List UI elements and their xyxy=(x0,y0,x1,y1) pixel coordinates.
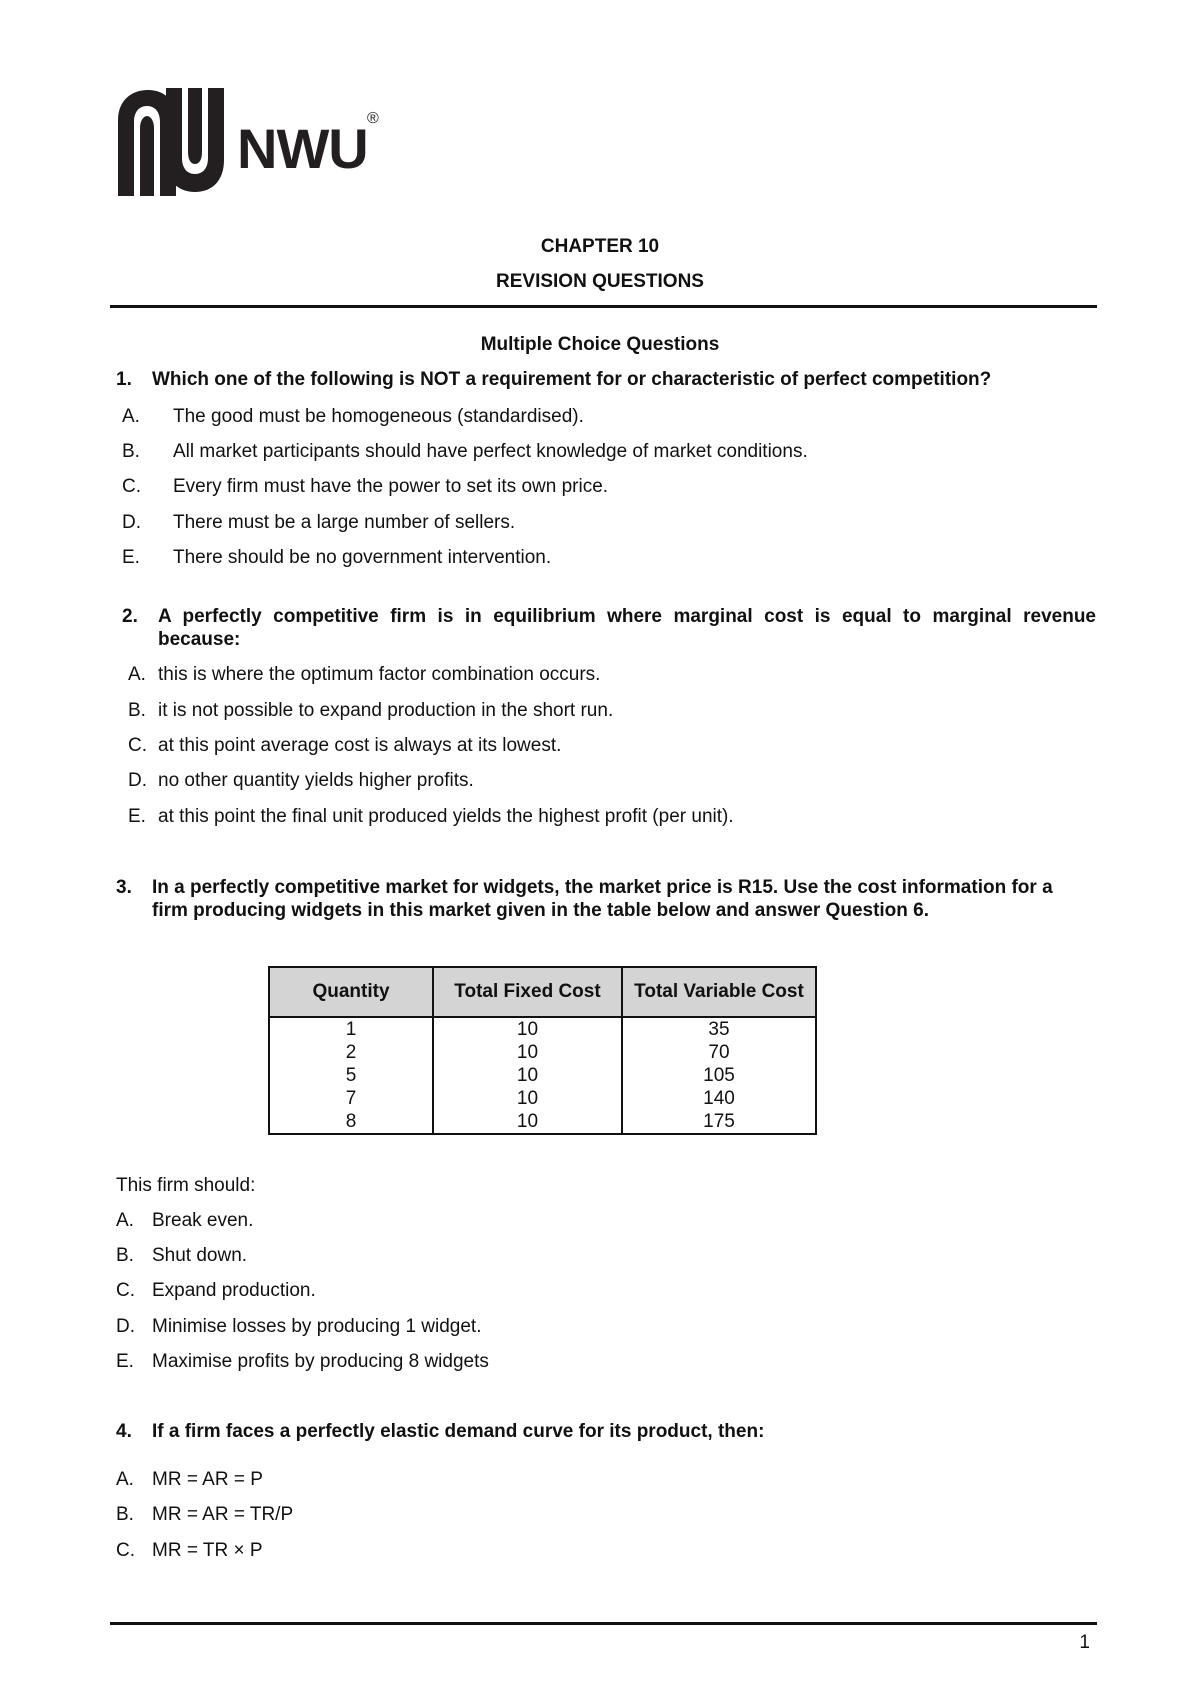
table-cell: 35 xyxy=(622,1017,816,1041)
option-letter: A. xyxy=(116,1469,134,1490)
option-text: There must be a large number of sellers. xyxy=(173,512,516,533)
column-header-total-fixed-cost: Total Fixed Cost xyxy=(433,967,622,1017)
question-number: 3. xyxy=(116,877,132,898)
table-row xyxy=(269,1064,816,1087)
option-text: at this point average cost is always at its lowest. xyxy=(158,735,562,756)
question-text: If a firm faces a perfectly elastic demand curve for its product, then: xyxy=(152,1421,765,1442)
table-cell: 10 xyxy=(433,1087,622,1110)
table-row xyxy=(269,1087,816,1110)
option-letter: B. xyxy=(116,1504,134,1525)
table-header-row xyxy=(269,967,816,1017)
table-cell: 10 xyxy=(433,1041,622,1064)
table-cell: 2 xyxy=(269,1041,433,1064)
table-cell: 7 xyxy=(269,1087,433,1110)
table-cell: 1 xyxy=(269,1017,433,1041)
option-letter: C. xyxy=(116,1540,135,1561)
table-row xyxy=(269,1017,816,1041)
table-cell: 5 xyxy=(269,1064,433,1087)
option-letter: B. xyxy=(128,700,146,721)
option-text: Every firm must have the power to set its own price. xyxy=(173,476,609,497)
option-text: this is where the optimum factor combination occurs. xyxy=(158,664,601,685)
table-cell: 8 xyxy=(269,1110,433,1134)
section-title: Multiple Choice Questions xyxy=(480,334,720,355)
option-letter: B. xyxy=(122,441,140,462)
option-text: There should be no government intervention. xyxy=(173,547,552,568)
question-number: 1. xyxy=(116,369,132,390)
option-text: Minimise losses by producing 1 widget. xyxy=(152,1316,482,1337)
page-number: 1 xyxy=(1079,1632,1090,1653)
table-cell: 175 xyxy=(622,1110,816,1134)
table-cell: 70 xyxy=(622,1041,816,1064)
option-text: Break even. xyxy=(152,1210,254,1231)
option-text: no other quantity yields higher profits. xyxy=(158,770,474,791)
table-cell: 10 xyxy=(433,1064,622,1087)
logo-wordmark: NWU xyxy=(237,117,368,180)
option-text: All market participants should have perfect knowledge of market conditions. xyxy=(173,441,808,462)
option-text: Expand production. xyxy=(152,1280,316,1301)
option-letter: E. xyxy=(122,547,140,568)
cost-table xyxy=(268,966,817,1135)
question-3 xyxy=(116,876,1076,922)
question-text: A perfectly competitive firm is in equilibrium where marginal cost is equal to marginal revenue because: xyxy=(158,606,1096,650)
option-letter: C. xyxy=(128,735,147,756)
question-number: 2. xyxy=(122,606,138,627)
table-cell: 105 xyxy=(622,1064,816,1087)
registered-mark: ® xyxy=(367,110,379,127)
table-cell: 10 xyxy=(433,1110,622,1134)
option-letter: D. xyxy=(128,770,147,791)
option-letter: E. xyxy=(116,1351,134,1372)
option-letter: C. xyxy=(116,1280,135,1301)
option-letter: A. xyxy=(116,1210,134,1231)
option-letter: A. xyxy=(128,664,146,685)
question-text: In a perfectly competitive market for widgets, the market price is R15. Use the cost information for a firm producing widgets in this market given in the table below and answer Question 6. xyxy=(152,877,1053,921)
option-letter: D. xyxy=(116,1316,135,1337)
option-letter: E. xyxy=(128,806,146,827)
question-2 xyxy=(122,605,1096,651)
option-text: MR = AR = P xyxy=(152,1469,263,1490)
option-text: it is not possible to expand production in the short run. xyxy=(158,700,614,721)
option-text: at this point the final unit produced yields the highest profit (per unit). xyxy=(158,806,734,827)
table-cell: 10 xyxy=(433,1017,622,1041)
document-subtitle: REVISION QUESTIONS xyxy=(496,271,704,292)
chapter-title: CHAPTER 10 xyxy=(540,236,660,257)
table-row xyxy=(269,1041,816,1064)
table-row xyxy=(269,1110,816,1134)
option-letter: C. xyxy=(122,476,141,497)
option-text: Shut down. xyxy=(152,1245,248,1266)
question-3-lead: This firm should: xyxy=(116,1175,256,1196)
question-number: 4. xyxy=(116,1421,132,1442)
footer-divider xyxy=(110,1622,1097,1625)
option-text: MR = AR = TR/P xyxy=(152,1504,294,1525)
column-header-total-variable-cost: Total Variable Cost xyxy=(622,967,816,1017)
option-letter: D. xyxy=(122,512,141,533)
option-letter: A. xyxy=(122,406,140,427)
option-text: The good must be homogeneous (standardised). xyxy=(173,406,584,427)
option-text: Maximise profits by producing 8 widgets xyxy=(152,1351,489,1372)
question-text: Which one of the following is NOT a requirement for or characteristic of perfect competition? xyxy=(152,369,992,390)
option-letter: B. xyxy=(116,1245,134,1266)
column-header-quantity: Quantity xyxy=(269,967,433,1017)
table-cell: 140 xyxy=(622,1087,816,1110)
header-divider xyxy=(110,305,1097,308)
option-text: MR = TR × P xyxy=(152,1540,263,1561)
